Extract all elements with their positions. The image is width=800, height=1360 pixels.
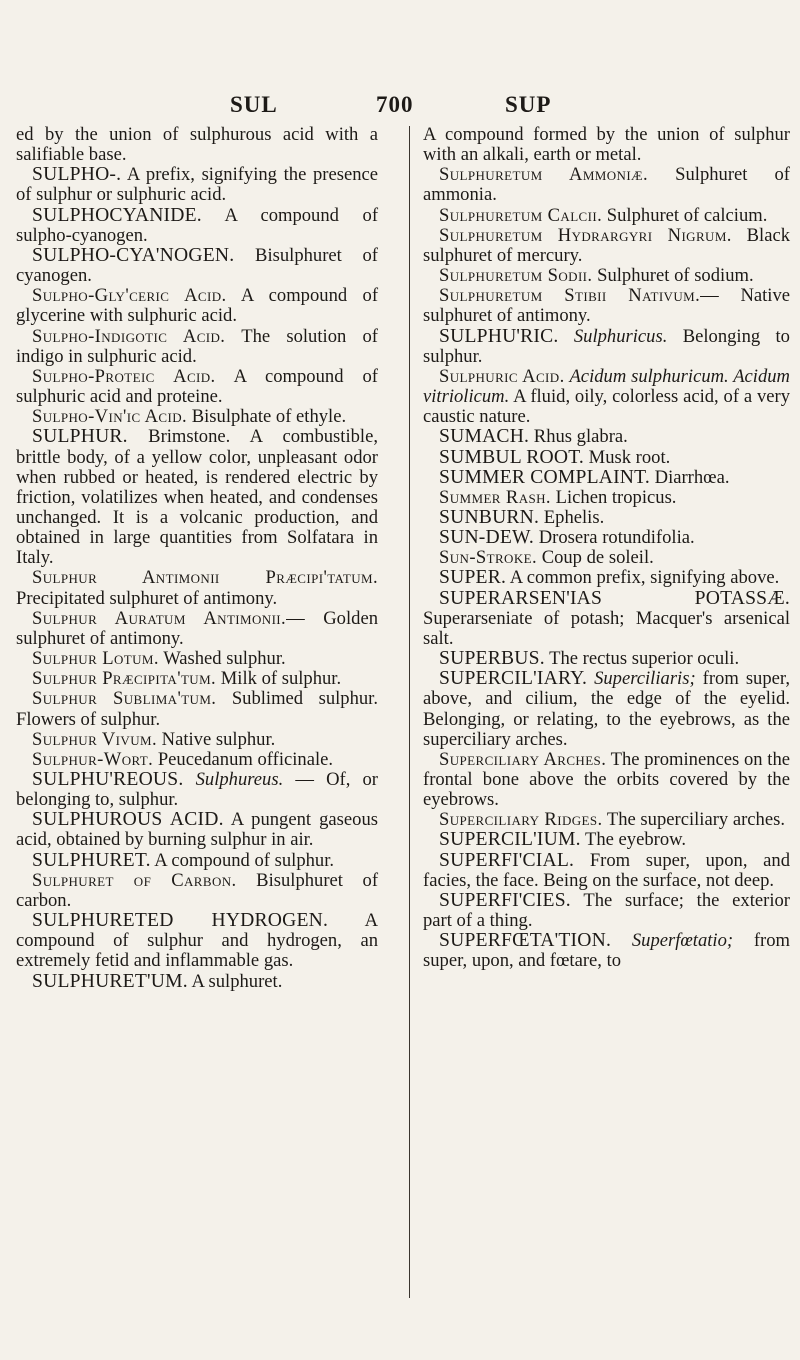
entry-headword: SUPERBUS. xyxy=(439,648,545,670)
entry-definition: Sublimed sulphur. Flowers of sulphur. xyxy=(16,688,378,730)
entry-definition: The prominences on the frontal bone above the orbits covered by the eyebrows. xyxy=(423,748,791,811)
entry-definition: Bisulphuret of cyanogen. xyxy=(16,244,378,287)
running-head xyxy=(0,92,800,122)
entry-latin-term: Superciliaris; xyxy=(594,668,696,690)
entry-headword: SUPER. xyxy=(439,567,507,589)
dictionary-entry xyxy=(16,730,378,750)
dictionary-entry xyxy=(16,871,378,911)
entry-definition: Coup de soleil. xyxy=(541,547,654,569)
left-guide-word: SUL xyxy=(230,92,278,117)
entry-definition: Milk of sulphur. xyxy=(220,668,342,690)
entry-headword: Sulpho-Vin'ic Acid. xyxy=(32,406,188,428)
entry-definition: Peucedanum officinale. xyxy=(157,748,334,770)
entry-headword: Superciliary Ridges. xyxy=(439,809,603,831)
entry-definition: The solution of indigo in sulphuric acid. xyxy=(16,325,378,367)
entry-headword: SULPHO-CYA'NOGEN. xyxy=(32,244,235,266)
entry-headword: Sulphuret of Carbon. xyxy=(32,869,237,891)
entry-headword: Sulpho-Proteic Acid. xyxy=(32,365,216,387)
entry-headword: SUN-DEW. xyxy=(439,527,535,549)
entry-headword: SUPERFI'CIAL. xyxy=(439,849,575,871)
dictionary-entry xyxy=(423,830,790,850)
dictionary-entry xyxy=(16,669,378,689)
entry-definition: From super, upon, and facies, the face. Being on the surface, not deep. xyxy=(423,849,790,891)
entry-definition: A compound of sulphuric acid and proteine. xyxy=(16,365,378,408)
entry-headword: Sun-Stroke. xyxy=(439,547,538,569)
dictionary-entry xyxy=(16,125,378,165)
entry-definition: from super, upon, and fœtare, to xyxy=(423,930,790,972)
entry-definition: Black sulphuret of mercury. xyxy=(423,224,790,266)
entry-definition: A compound of sulphur and hydrogen, an extremely fetid and inflammable gas. xyxy=(16,910,378,972)
column-divider xyxy=(409,126,410,1298)
entry-headword: SULPHU'REOUS. xyxy=(32,769,184,790)
dictionary-entry xyxy=(423,448,790,468)
dictionary-entry xyxy=(423,508,790,528)
entry-headword: Sulphur Lotum. xyxy=(32,648,159,670)
entry-headword: Sulphur Sublima'tum. xyxy=(32,688,217,710)
dictionary-entry xyxy=(16,851,378,871)
entry-headword: Sulphuretum Calcii. xyxy=(439,204,603,226)
dictionary-entry xyxy=(423,548,790,568)
dictionary-entry xyxy=(423,488,790,508)
entry-definition: Sulphuret of ammonia. xyxy=(423,164,790,206)
entry-headword: Sulpho-Indigotic Acid. xyxy=(32,325,226,347)
entry-definition: The rectus superior oculi. xyxy=(549,648,740,670)
entry-definition: Sulphuret of sodium. xyxy=(597,265,754,287)
dictionary-entry xyxy=(16,770,378,810)
entry-headword: SUMACH. xyxy=(439,426,530,448)
entry-headword: Sulphuretum Ammoniæ. xyxy=(439,164,649,186)
entry-definition: The eyebrow. xyxy=(584,829,686,851)
entry-definition: A fluid, oily, colorless acid, of a very caustic nature. xyxy=(423,386,790,428)
entry-headword: SUMMER COMPLAINT. xyxy=(439,466,650,488)
entry-latin-term: Sulphureus. xyxy=(195,769,284,790)
dictionary-entry xyxy=(423,468,790,488)
entry-headword: SULPHU'RIC. xyxy=(439,325,559,347)
entry-latin-term: Sulphuricus. xyxy=(573,325,668,347)
entry-definition: Ephelis. xyxy=(543,506,605,528)
dictionary-entry xyxy=(423,327,790,367)
dictionary-entry xyxy=(423,851,790,891)
entry-definition: Brimstone. A combustible, brittle body, of a yellow color, unpleasant odor when rubbed or heated, is rendered electric by friction, volatilizes when heated, and condenses unchanged. It is a volcanic production, and obtained in large quantities from Solfatara in Italy. xyxy=(16,426,378,569)
entry-headword: SUPERFI'CIES. xyxy=(439,889,571,911)
entry-headword: SULPHO-. xyxy=(32,164,122,186)
dictionary-entry xyxy=(16,972,378,992)
dictionary-entry xyxy=(16,427,378,568)
entry-definition: A pungent gaseous acid, obtained by burning sulphur in air. xyxy=(16,809,378,851)
entry-definition: Bisulphuret of carbon. xyxy=(16,869,379,911)
entry-definition: Native sulphuret of antimony. xyxy=(423,285,790,327)
dictionary-entry xyxy=(16,568,378,608)
dictionary-entry xyxy=(16,206,378,246)
entry-definition: Superarseniate of potash; Macquer's arsenical salt. xyxy=(423,607,790,649)
dictionary-entry xyxy=(423,206,790,226)
entry-definition: A compound of glycerine with sulphuric acid. xyxy=(16,285,379,327)
entry-definition: Lichen tropicus. xyxy=(555,486,677,508)
dictionary-entry xyxy=(423,266,790,286)
dictionary-entry xyxy=(16,649,378,669)
entry-headword: SULPHOCYANIDE. xyxy=(32,204,202,226)
entry-headword: SULPHURET'UM. xyxy=(32,970,188,992)
dictionary-entry xyxy=(16,407,378,427)
entry-headword: Superciliary Arches. xyxy=(439,748,607,770)
entry-definition: Golden sulphuret of antimony. xyxy=(16,607,378,649)
entry-definition: from super, above, and cilium, the edge of the eyelid. Belonging, or relating, to the eyebrows, as the superciliary arches. xyxy=(423,668,790,750)
entry-headword: SUNBURN. xyxy=(439,506,540,528)
entry-definition: Native sulphur. xyxy=(161,728,276,750)
entry-latin-term: Superfœtatio; xyxy=(631,930,734,952)
dictionary-entry xyxy=(16,609,378,649)
dictionary-entry xyxy=(423,589,790,649)
entry-headword: SUMBUL ROOT. xyxy=(439,446,585,468)
entry-definition: The superciliary arches. xyxy=(606,809,785,831)
dictionary-entry xyxy=(16,911,378,971)
page-number: 700 xyxy=(376,92,414,117)
dictionary-entry xyxy=(423,226,790,266)
dictionary-entry xyxy=(423,367,790,427)
entry-headword: Sulphur Auratum Antimonii.— xyxy=(32,607,306,629)
dictionary-entry xyxy=(423,931,790,971)
dictionary-entry xyxy=(423,669,790,750)
entry-definition: A compound of sulphur. xyxy=(154,849,335,871)
dictionary-entry xyxy=(16,327,378,367)
dictionary-entry xyxy=(423,165,790,205)
entry-definition: Diarrhœa. xyxy=(654,466,730,488)
right-guide-word: SUP xyxy=(505,92,552,117)
entry-headword: SULPHURETED HYDROGEN. xyxy=(32,910,329,932)
right-column xyxy=(423,125,790,972)
dictionary-entry xyxy=(16,810,378,850)
entry-definition: Bisulphate of ethyle. xyxy=(191,406,347,428)
entry-definition: Musk root. xyxy=(588,446,671,468)
entry-definition: The surface; the exterior part of a thing. xyxy=(423,889,790,932)
entry-headword: Sulphuretum Hydrargyri Nigrum. xyxy=(439,224,732,246)
entry-definition: Washed sulphur. xyxy=(163,648,286,670)
entry-headword: Summer Rash. xyxy=(439,486,551,508)
entry-definition: Belonging to sulphur. xyxy=(423,325,790,367)
dictionary-entry xyxy=(16,750,378,770)
entry-definition: Rhus glabra. xyxy=(533,426,628,448)
entry-definition: Sulphuret of calcium. xyxy=(606,204,768,226)
entry-definition: — Of, or belonging to, sulphur. xyxy=(16,769,378,811)
dictionary-entry xyxy=(16,689,378,729)
entry-headword: SUPERARSEN'IAS POTASSÆ. xyxy=(439,587,790,609)
dictionary-entry xyxy=(423,891,790,931)
entry-headword: Sulpho-Gly'ceric Acid. xyxy=(32,285,227,307)
dictionary-entry xyxy=(423,649,790,669)
entry-definition: A prefix, signifying the presence of sulphur or sulphuric acid. xyxy=(16,164,378,206)
entry-definition: Drosera rotundifolia. xyxy=(538,527,695,549)
left-column xyxy=(16,125,378,992)
dictionary-entry xyxy=(16,367,378,407)
dictionary-entry xyxy=(423,125,790,165)
dictionary-entry xyxy=(16,246,378,286)
dictionary-entry xyxy=(423,528,790,548)
entry-headword: Sulphur Antimonii Præcipi'tatum. xyxy=(32,567,378,589)
entry-headword: Sulphur-Wort. xyxy=(32,748,154,770)
entry-headword: SUPERCIL'IUM. xyxy=(439,829,581,851)
entry-definition: A sulphuret. xyxy=(191,970,283,992)
dictionary-entry xyxy=(423,750,790,810)
dictionary-entry xyxy=(16,165,378,205)
entry-definition: A compound of sulpho-cyanogen. xyxy=(16,204,379,246)
entry-definition: A compound formed by the union of sulphur with an alkali, earth or metal. xyxy=(423,124,790,166)
entry-headword: SULPHURET. xyxy=(32,849,151,871)
dictionary-entry xyxy=(16,286,378,326)
entry-headword: Sulphuretum Stibii Nativum.— xyxy=(439,285,720,307)
entry-headword: Sulphuric Acid. xyxy=(439,365,565,387)
entry-definition: ed by the union of sulphurous acid with a salifiable base. xyxy=(16,124,378,166)
dictionary-entry xyxy=(423,427,790,447)
entry-headword: SULPHUR. xyxy=(32,426,128,448)
dictionary-entry xyxy=(423,286,790,326)
entry-headword: Sulphuretum Sodii. xyxy=(439,265,593,287)
entry-headword: SUPERCIL'IARY. xyxy=(439,668,588,690)
entry-definition: A common prefix, signifying above. xyxy=(509,567,780,589)
entry-definition: Precipitated sulphuret of antimony. xyxy=(16,587,278,609)
entry-headword: Sulphur Præcipita'tum. xyxy=(32,668,217,690)
dictionary-entry xyxy=(423,810,790,830)
entry-latin-term: Acidum sulphuricum. Acidum vitriolicum. xyxy=(423,365,790,408)
dictionary-entry xyxy=(423,568,790,588)
entry-headword: SULPHUROUS ACID. xyxy=(32,809,224,831)
entry-headword: SUPERFŒTA'TION. xyxy=(439,930,612,952)
entry-headword: Sulphur Vivum. xyxy=(32,728,158,750)
